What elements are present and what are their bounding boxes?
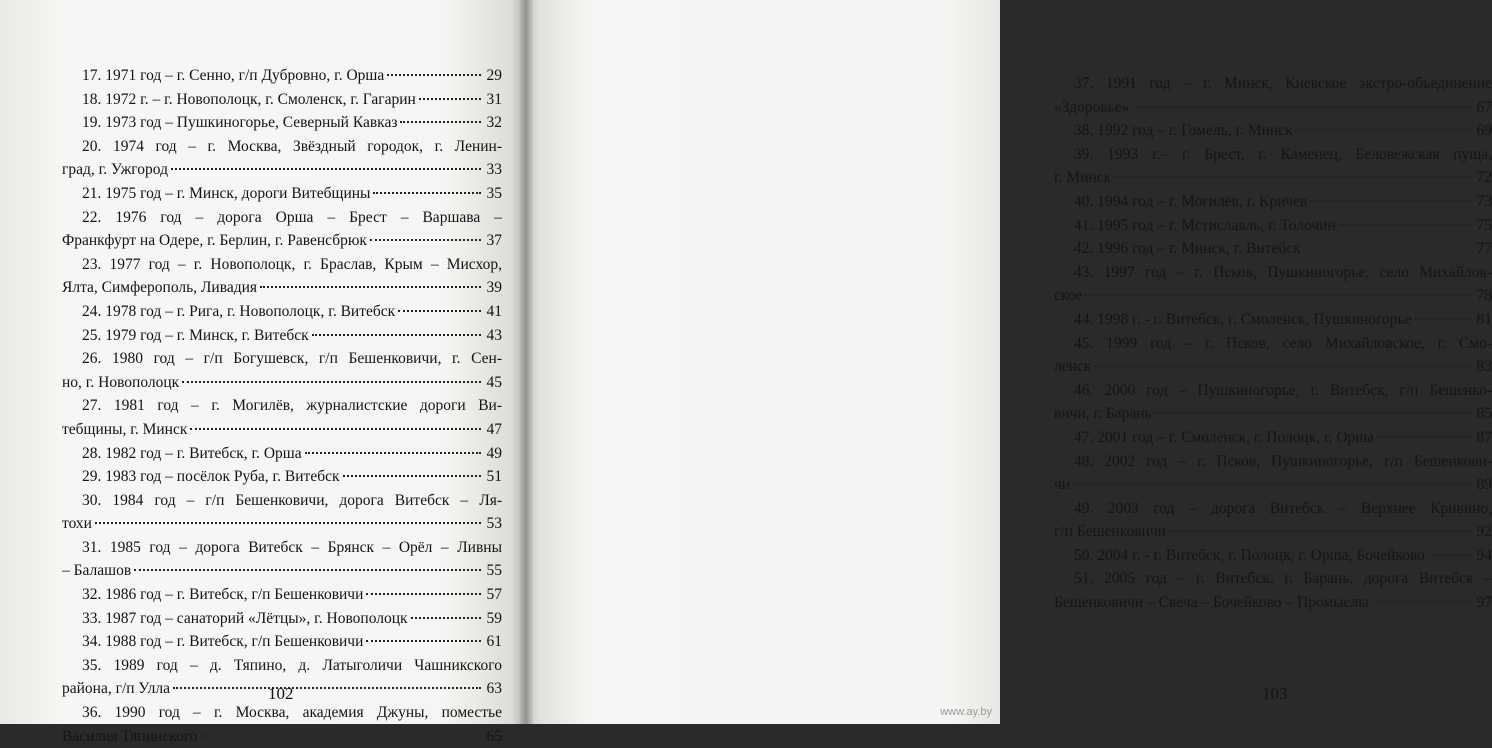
toc-page-ref: 49 xyxy=(486,444,502,462)
toc-line xyxy=(62,371,502,395)
toc-entry-text: 19. 1973 год – Пушкиногорье, Северный Кавказ xyxy=(82,114,398,132)
toc-line xyxy=(1054,308,1492,332)
toc-entry xyxy=(1054,497,1492,544)
toc-entry xyxy=(62,701,502,748)
right-page xyxy=(522,0,1492,724)
toc-entry xyxy=(62,135,502,182)
toc-entry-text: 39. 1993 г.– г. Брест, г. Каменец, Беловежская пуща, xyxy=(1074,145,1492,163)
toc-page-ref: 45 xyxy=(486,373,502,391)
toc-line xyxy=(62,607,502,631)
toc-page-ref: 73 xyxy=(1476,192,1492,210)
toc-entry-text: 29. 1983 год – посёлок Руба, г. Витебск xyxy=(82,468,340,486)
page-number-right: 103 xyxy=(1262,684,1288,703)
toc-entry xyxy=(62,465,502,489)
toc-entry xyxy=(62,489,502,536)
toc-entry xyxy=(1054,450,1492,497)
toc-line xyxy=(62,630,502,654)
dot-leader xyxy=(1169,529,1471,532)
toc-line xyxy=(1054,544,1492,568)
dot-leader xyxy=(366,592,481,595)
toc-line xyxy=(1054,591,1492,615)
toc-line xyxy=(62,442,502,466)
toc-line xyxy=(62,229,502,253)
dot-leader xyxy=(398,309,481,312)
dot-leader xyxy=(1339,223,1471,226)
toc-entry xyxy=(1054,544,1492,568)
toc-entry-text: 23. 1977 год – г. Новополоцк, г. Браслав, Крым – Мисхор, xyxy=(82,255,502,273)
dot-leader xyxy=(1073,482,1471,485)
toc-page-ref: 97 xyxy=(1476,594,1492,612)
toc-page-ref: 65 xyxy=(486,727,502,745)
toc-page-ref: 72 xyxy=(1476,169,1492,187)
toc-entry-text: Бешенковичи – Свеча – Бочейково – Промыслы xyxy=(1054,594,1369,612)
watermark: www.ay.by xyxy=(940,706,992,718)
toc-line xyxy=(62,158,502,182)
toc-entry-text: 18. 1972 г. – г. Новополоцк, г. Смоленск, г. Гагарин xyxy=(82,90,416,108)
toc-entry xyxy=(62,583,502,607)
dot-leader xyxy=(370,238,481,241)
toc-line xyxy=(1054,402,1492,426)
toc-page-ref: 83 xyxy=(1476,358,1492,376)
dot-leader xyxy=(1094,364,1471,367)
toc-line xyxy=(1054,237,1492,261)
toc-entry xyxy=(1054,72,1492,119)
toc-line xyxy=(62,276,502,300)
toc-entry-text: г/п Бешенковичи xyxy=(1054,523,1166,541)
toc-entry xyxy=(62,206,502,253)
toc-entry-text: Франкфурт на Одере, г. Берлин, г. Равенсбрюк xyxy=(62,232,367,250)
toc-entry-text: 21. 1975 год – г. Минск, дороги Витебщины xyxy=(82,184,371,202)
toc-entry-text: 36. 1990 год – г. Москва, академия Джуны, поместье xyxy=(82,704,502,722)
toc-entry-text: 47. 2001 год – г. Смоленск, г. Полоцк, г. Орша xyxy=(1074,428,1375,446)
toc-page-ref: 67 xyxy=(1476,98,1492,116)
toc-page-ref: 69 xyxy=(1476,122,1492,140)
toc-entry-text: 49. 2003 год – дорога Витебск – Верхнее Кривино, xyxy=(1074,499,1492,517)
toc-page-ref: 61 xyxy=(486,633,502,651)
toc-entry xyxy=(62,182,502,206)
dot-leader xyxy=(400,120,481,123)
toc-entry-text: 44. 1998 г. - г. Витебск, г. Смоленск, Пушкиногорье xyxy=(1074,310,1412,328)
toc-entry-text: 45. 1999 год – г. Псков, село Михайловское, г. Смо- xyxy=(1074,334,1492,352)
toc-entry-text: 33. 1987 год – санаторий «Лётцы», г. Новополоцк xyxy=(82,609,408,627)
toc-line xyxy=(62,88,502,112)
toc-entry xyxy=(1054,426,1492,450)
toc-page-ref: 37 xyxy=(486,232,502,250)
toc-line xyxy=(62,583,502,607)
toc-entry-text: г. Минск xyxy=(1054,169,1112,187)
toc-page-ref: 57 xyxy=(486,586,502,604)
toc-page-ref: 81 xyxy=(1476,310,1492,328)
toc-entry-text: 27. 1981 год – г. Могилёв, журналистские дороги Ви- xyxy=(82,397,502,415)
toc-line xyxy=(62,418,502,442)
dot-leader xyxy=(312,333,481,336)
dot-leader xyxy=(366,639,481,642)
toc-entry-text: района, г/п Улла xyxy=(62,680,171,698)
toc-line xyxy=(62,465,502,489)
toc-entry-text: – Балашов xyxy=(62,562,132,580)
toc-entry-text: град, г. Ужгород xyxy=(62,161,168,179)
toc-entry-text: «Здоровье» xyxy=(1054,98,1130,116)
toc-entry-text: 35. 1989 год – д. Тяпино, д. Латыголичи Чашникского xyxy=(82,656,502,674)
toc-line xyxy=(62,182,502,206)
toc-line xyxy=(62,725,502,748)
toc-line xyxy=(62,64,502,88)
dot-leader xyxy=(95,521,481,524)
toc-line xyxy=(1054,119,1492,143)
toc-entry-text: 43. 1997 год – г. Псков, Пушкиногорье, село Михайлов- xyxy=(1074,263,1492,281)
toc-entry xyxy=(62,300,502,324)
toc-page-ref: 33 xyxy=(486,161,502,179)
dot-leader xyxy=(1155,411,1471,414)
dot-leader xyxy=(373,191,481,194)
toc-entry-text: 25. 1979 год – г. Минск, г. Витебск xyxy=(82,326,309,344)
dot-leader xyxy=(411,616,481,619)
toc-entry xyxy=(62,536,502,583)
toc-page-ref: 85 xyxy=(1476,405,1492,423)
toc-entry-text: 17. 1971 год – г. Сенно, г/п Дубровно, г. Орша xyxy=(82,67,385,84)
toc-entry xyxy=(1054,379,1492,426)
left-page xyxy=(0,0,522,745)
toc-line xyxy=(62,512,502,536)
toc-entry-text: тебщины, г. Минск xyxy=(62,420,188,438)
toc-page-ref: 55 xyxy=(486,562,502,580)
dot-leader xyxy=(200,734,481,737)
toc-page-ref: 63 xyxy=(486,680,502,698)
toc-entry-text: 46. 2000 год – Пушкиногорье, г. Витебск, г/п Бешенко- xyxy=(1074,381,1492,399)
dot-leader xyxy=(343,474,482,477)
toc-entry xyxy=(62,630,502,654)
toc-line xyxy=(1054,520,1492,544)
dot-leader xyxy=(260,285,481,288)
toc-entry xyxy=(1054,332,1492,379)
dot-leader xyxy=(1428,553,1471,556)
toc-entry-text: Ялта, Симферополь, Ливадия xyxy=(62,279,258,297)
toc-page-ref: 39 xyxy=(486,279,502,297)
toc-entry-text: 38. 1992 год – г. Гомель, г. Минск xyxy=(1074,122,1293,140)
toc-entry xyxy=(1054,308,1492,332)
toc-page-ref: 47 xyxy=(486,420,502,438)
dot-leader xyxy=(387,73,481,76)
toc-line xyxy=(62,111,502,135)
toc-page-ref: 87 xyxy=(1476,428,1492,446)
toc-entry-text: 40. 1994 год – г. Могилёв, г. Кричев xyxy=(1074,192,1308,210)
toc-page-ref: 51 xyxy=(486,468,502,486)
toc-entry-text: 22. 1976 год – дорога Орша – Брест – Варшава – xyxy=(82,208,502,226)
toc-entry-text: 26. 1980 год – г/п Богушевск, г/п Бешенковичи, г. Сен- xyxy=(82,350,502,368)
toc-entry xyxy=(62,111,502,135)
dot-leader xyxy=(1132,105,1471,108)
toc-page-ref: 35 xyxy=(486,184,502,202)
dot-leader xyxy=(182,380,481,383)
toc-entry-text: вичи, г. Барань xyxy=(1054,405,1152,423)
toc-entry-text: 24. 1978 год – г. Рига, г. Новополоцк, г. Витебск xyxy=(82,302,396,320)
toc-line xyxy=(1054,190,1492,214)
toc-entry xyxy=(62,324,502,348)
toc-entry-text: 20. 1974 год – г. Москва, Звёздный городок, г. Ленин- xyxy=(82,137,502,155)
toc-entry-text: 34. 1988 год – г. Витебск, г/п Бешенковичи xyxy=(82,633,364,651)
toc-entry xyxy=(1054,119,1492,143)
toc-line xyxy=(62,300,502,324)
toc-page-ref: 43 xyxy=(486,326,502,344)
page-number-left: 102 xyxy=(268,684,294,703)
toc-line xyxy=(62,324,502,348)
dot-leader xyxy=(134,568,481,571)
toc-page-ref: 89 xyxy=(1476,476,1492,494)
toc-entry-text: чи xyxy=(1054,476,1071,494)
toc-entry-text: 28. 1982 год – г. Витебск, г. Орша xyxy=(82,444,302,462)
toc-page-ref: 29 xyxy=(486,67,502,84)
toc-line xyxy=(1054,355,1492,379)
toc-entry-text: 30. 1984 год – г/п Бешенковичи, дорога Витебск – Ля- xyxy=(82,491,502,509)
toc-page-ref: 75 xyxy=(1476,216,1492,234)
toc-entry xyxy=(62,64,502,88)
toc-list-left xyxy=(62,64,502,748)
dot-leader xyxy=(1377,435,1471,438)
toc-entry xyxy=(62,607,502,631)
toc-line xyxy=(1054,426,1492,450)
toc-entry-text: Василия Тяпинского xyxy=(62,727,198,745)
toc-entry xyxy=(1054,567,1492,614)
dot-leader xyxy=(1415,317,1471,320)
dot-leader xyxy=(1296,128,1471,131)
toc-entry-text: 42. 1996 год – г. Минск, г. Витебск xyxy=(1074,240,1301,258)
toc-line xyxy=(62,559,502,583)
toc-page-ref: 59 xyxy=(486,609,502,627)
dot-leader xyxy=(1114,175,1471,178)
toc-page-ref: 94 xyxy=(1476,546,1492,564)
toc-line xyxy=(1054,166,1492,190)
dot-leader xyxy=(305,451,481,454)
toc-entry-text: 41. 1995 год – г. Мстиславль, г. Толочин xyxy=(1074,216,1336,234)
toc-page-ref: 41 xyxy=(486,302,502,320)
dot-leader xyxy=(171,167,481,170)
toc-entry-text: 32. 1986 год – г. Витебск, г/п Бешенковичи xyxy=(82,586,364,604)
toc-entry-text: тохи xyxy=(62,515,92,533)
toc-entry xyxy=(1054,261,1492,308)
toc-entry xyxy=(1054,214,1492,238)
toc-entry-text: 51. 2005 год – г. Витебск, г. Барань, дорога Витебск – xyxy=(1074,570,1492,588)
toc-entry xyxy=(1054,190,1492,214)
toc-line xyxy=(1054,473,1492,497)
toc-entry-text: 31. 1985 год – дорога Витебск – Брянск – Орёл – Ливны xyxy=(82,538,502,556)
toc-page-ref: 31 xyxy=(486,90,502,108)
toc-entry-text: ское xyxy=(1054,287,1083,305)
toc-page-ref: 32 xyxy=(486,114,502,132)
toc-page-ref: 77 xyxy=(1476,240,1492,258)
dot-leader xyxy=(419,97,481,100)
toc-entry xyxy=(62,347,502,394)
toc-page-ref: 78 xyxy=(1476,287,1492,305)
dot-leader xyxy=(173,686,481,689)
toc-entry xyxy=(62,442,502,466)
dot-leader xyxy=(1085,293,1471,296)
toc-list-right xyxy=(1054,72,1492,615)
dot-leader xyxy=(1372,600,1471,603)
dot-leader xyxy=(1310,199,1471,202)
dot-leader xyxy=(190,427,481,430)
toc-page-ref: 92 xyxy=(1476,523,1492,541)
toc-entry xyxy=(62,88,502,112)
toc-entry xyxy=(62,253,502,300)
dot-leader xyxy=(1304,246,1471,249)
toc-entry xyxy=(1054,237,1492,261)
toc-page-ref: 53 xyxy=(486,515,502,533)
toc-entry-text: ленск xyxy=(1054,358,1092,376)
toc-entry-text: 50. 2004 г. - г. Витебск, г. Полоцк, г. Орша, Бочейково xyxy=(1074,546,1425,564)
toc-entry xyxy=(62,394,502,441)
toc-line xyxy=(1054,284,1492,308)
toc-entry xyxy=(1054,143,1492,190)
toc-entry-text: но, г. Новополоцк xyxy=(62,373,180,391)
toc-entry-text: 37. 1991 год – г. Минск, Киевское экстро-объединение xyxy=(1074,75,1492,92)
toc-line xyxy=(1054,96,1492,120)
toc-entry-text: 48. 2002 год – г. Псков, Пушкиногорье, г/п Бешенкови- xyxy=(1074,452,1492,470)
toc-line xyxy=(1054,214,1492,238)
